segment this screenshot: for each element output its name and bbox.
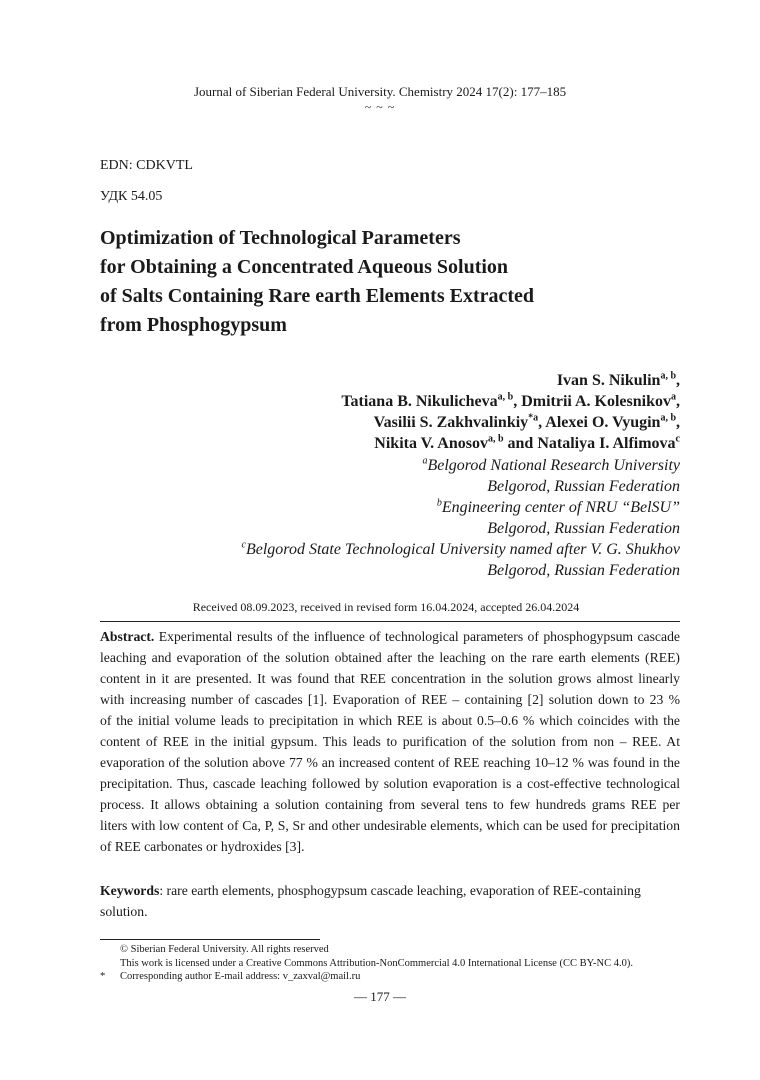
affiliation-name: $^b$Engineering center of NRU “BelSU” [436, 497, 680, 516]
author-line: Nikita V. Anosov$^{a, b}$ and Nataliya I. Alfimova$^c$ [374, 433, 680, 452]
header-ornament: ~ ~ ~ [364, 100, 396, 114]
abstract-line: Abstract. Experimental results of the influence of technological parameters of phosphogypsum cascade [100, 629, 680, 644]
author-name: Vasilii S. Zakhvalinkiy [373, 414, 529, 431]
author-affil-mark: c [675, 433, 680, 445]
author-affil-mark: *a [528, 412, 539, 424]
author-list [341, 370, 680, 454]
abstract-line: process. It allows obtaining a solution containing from several tens to few hundreds grams REE per [100, 797, 680, 812]
abstract-line: evaporation of the solution above 77 % an increased content of REE reaching 10–12 % was found in the [100, 755, 680, 770]
license-notice: This work is licensed under a Creative Commons Attribution-NonCommercial 4.0 International License (CC BY-NC 4.0). [120, 957, 633, 969]
abstract-line: precipitation. Thus, cascade leaching followed by solution evaporation is a cost-effective technological [100, 776, 680, 791]
affiliation-name: $^a$Belgorod National Research University [422, 455, 680, 474]
keywords-text: : rare earth elements, phosphogypsum cascade leaching, evaporation of REE-containing solution. [100, 883, 641, 919]
footnote-divider [100, 939, 320, 940]
abstract-line: content in it are presented. It was found that REE concentration in the solution grows almost linearly [100, 671, 680, 686]
title-line: Optimization of Technological Parameters [100, 227, 461, 249]
author-line: Ivan S. Nikulin$^{a, b}$, [556, 370, 680, 389]
title-line: from Phosphogypsum [100, 314, 287, 336]
paper-title [100, 224, 620, 340]
author-affil-mark: a, b [660, 370, 676, 382]
title-line: of Salts Containing Rare earth Elements Extracted [100, 285, 535, 307]
copyright-notice: © Siberian Federal University. All rights reserved [120, 944, 329, 955]
author-line: Vasilii S. Zakhvalinkiy$^{*a}$, Alexei O. Vyugin$^{a, b}$, [373, 412, 680, 431]
affiliation-name: $^c$Belgorod State Technological University named after V. G. Shukhov [241, 539, 680, 558]
abstract-label: Abstract. [100, 629, 155, 644]
affiliation-city: Belgorod, Russian Federation [487, 520, 680, 537]
affiliation-city: Belgorod, Russian Federation [487, 478, 680, 495]
affiliation-city: Belgorod, Russian Federation [487, 562, 680, 579]
footnotes [100, 943, 700, 984]
keywords [100, 880, 680, 922]
abstract-line: content of REE in the initial gypsum. This leads to purification of the solution from non – REE. At [100, 734, 680, 749]
author-affil-mark: a, b [497, 391, 514, 403]
author-affil-mark: a, b [660, 412, 676, 424]
journal-header: Journal of Siberian Federal University. Chemistry 2024 17(2): 177–185 [193, 84, 567, 99]
author-name: Nikita V. Anosov [374, 435, 488, 452]
abstract-line: of REE carbonates or hydroxides [3]. [100, 839, 305, 854]
abstract-line: of the initial volume leads to precipitation in which REE is about 0.5–0.6 % which coincides with the [100, 713, 680, 728]
abstract [100, 626, 680, 857]
author-name: Nataliya I. Alfimova [537, 435, 676, 452]
abstract-line: with increasing number of cascades [1]. Evaporation of REE – containing [2] solution down to 23 % [100, 692, 680, 707]
udk-code: УДК 54.05 [100, 189, 163, 204]
author-line: Tatiana B. Nikulicheva$^{a, b}$, Dmitrii A. Kolesnikov$^a$, [341, 391, 680, 410]
author-name: Tatiana B. Nikulicheva [341, 393, 498, 410]
divider [100, 621, 680, 622]
abstract-line: liters with low content of Ca, P, S, Sr and other undesirable elements, which can be used for precipitation [100, 818, 680, 833]
abstract-line: leaching and evaporation of the solution obtained after the leaching on the rare earth elements (REE) [100, 650, 680, 665]
author-name: Dmitrii A. Kolesnikov [521, 393, 671, 410]
keywords-label: Keywords [100, 883, 160, 898]
affiliation-list [242, 455, 680, 581]
footnote-star: * [100, 971, 106, 982]
corresponding-author-note: * Corresponding author E-mail address: v_zaxval@mail.ru [100, 971, 361, 982]
author-affil-mark: a, b [487, 433, 504, 445]
author-affil-mark: a [671, 391, 676, 403]
edn-code: EDN: CDKVTL [100, 158, 193, 173]
received-dates: Received 08.09.2023, received in revised form 16.04.2024, accepted 26.04.2024 [192, 600, 580, 614]
author-name: Ivan S. Nikulin [556, 372, 661, 389]
author-name: Alexei O. Vyugin [545, 414, 661, 431]
page-number: — 177 — [354, 989, 406, 1004]
title-line: for Obtaining a Concentrated Aqueous Solution [100, 256, 509, 278]
